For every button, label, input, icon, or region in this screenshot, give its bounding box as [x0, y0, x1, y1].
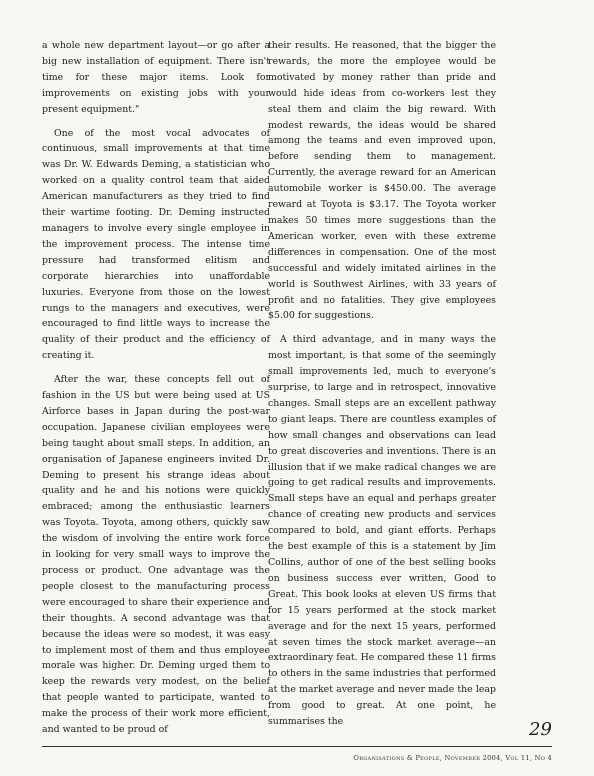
journal-footer: Organisations & People, November 2004, Vol 11, No 4: [353, 754, 552, 762]
right-column: [268, 38, 496, 738]
paragraph: A third advantage, and in many ways the most important, is that some of the seemingly small improvements led, much to everyone's surprise, to large and in retrospect, innovative changes. Small steps are an excellent pathway to giant leaps. There are countless examples of how small changes and observations can lead to great discoveries and inventions. There is an illusion that if we make radical changes we are going to get radical results and improvements. Small steps have an equal and perhaps greater chance of creating new products and services compared to bold, and giant efforts. Perhaps the best example of this is a statement by Jim Collins, author of one of the best selling books on business success ever written, Good to Great. This book looks at eleven US firms that for 15 years performed at the stock market average and for the next 15 years, performed at seven times the stock market average—an extraordinary feat. He compared these 11 firms to others in the same industries that performed at the market average and never made the leap from good to great. At one point, he summarises the: [268, 334, 496, 728]
paragraph: After the war, these concepts fell out of fashion in the US but were being used at US Airforce bases in Japan during the post-war occupation. Japanese civilian employees were being taught about small steps. In addition, an organisation of Japanese engineers invited Dr. Deming to present his strange ideas about quality and he and his notions were quickly embraced; among the enthusiastic learners was Toyota. Toyota, among others, quickly saw the wisdom of involving the entire work force in looking for very small ways to improve the process or product. One advantage was the people closest to the manufacturing process were encouraged to share their experience and their thoughts. A second advantage was that because the ideas were so modest, it was easy to implement most of them and thus employee morale was higher. Dr. Deming urged them to keep the rewards very modest, on the belief that people wanted to participate, wanted to make the process of their work more efficient, and wanted to be proud of: [42, 374, 270, 736]
paragraph: One of the most vocal advocates of continuous, small improvements at that time was Dr. W. Edwards Deming, a statistician who worked on a quality control team that aided American manufacturers as they tried to find their wartime footing. Dr. Deming instructed managers to involve every single employee in the improvement process. The intense time pressure had transformed elitism and corporate hierarchies into unaffordable luxuries. Everyone from those on the lowest rungs to the managers and executives, were encouraged to find little ways to increase the quality of their product and the efficiency of creating it.: [42, 127, 270, 362]
paragraph: a whole new department layout—or go after a big new installation of equipment. There isn't time for these major items. Look for improvements on existing jobs with your present equipment.": [42, 40, 270, 115]
left-column: [42, 38, 270, 746]
page-number: 29: [529, 719, 552, 740]
footer-rule: [42, 746, 552, 747]
paragraph: their results. He reasoned, that the bigger the rewards, the more the employee would be motivated by money rather than pride and would hide ideas from co-workers lest they steal them and claim the big reward. With modest rewards, the ideas would be shared among the teams and even improved upon, before sending them to management. Currently, the average reward for an American automobile worker is $450.00. The average reward at Toyota is $3.17. The Toyota worker makes 50 times more suggestions than the American worker, even with these extreme differences in compensation. One of the most successful and widely imitated airlines in the world is Southwest Airlines, with 33 years of profit and no fatalities. They give employees $5.00 for suggestions.: [268, 40, 496, 322]
